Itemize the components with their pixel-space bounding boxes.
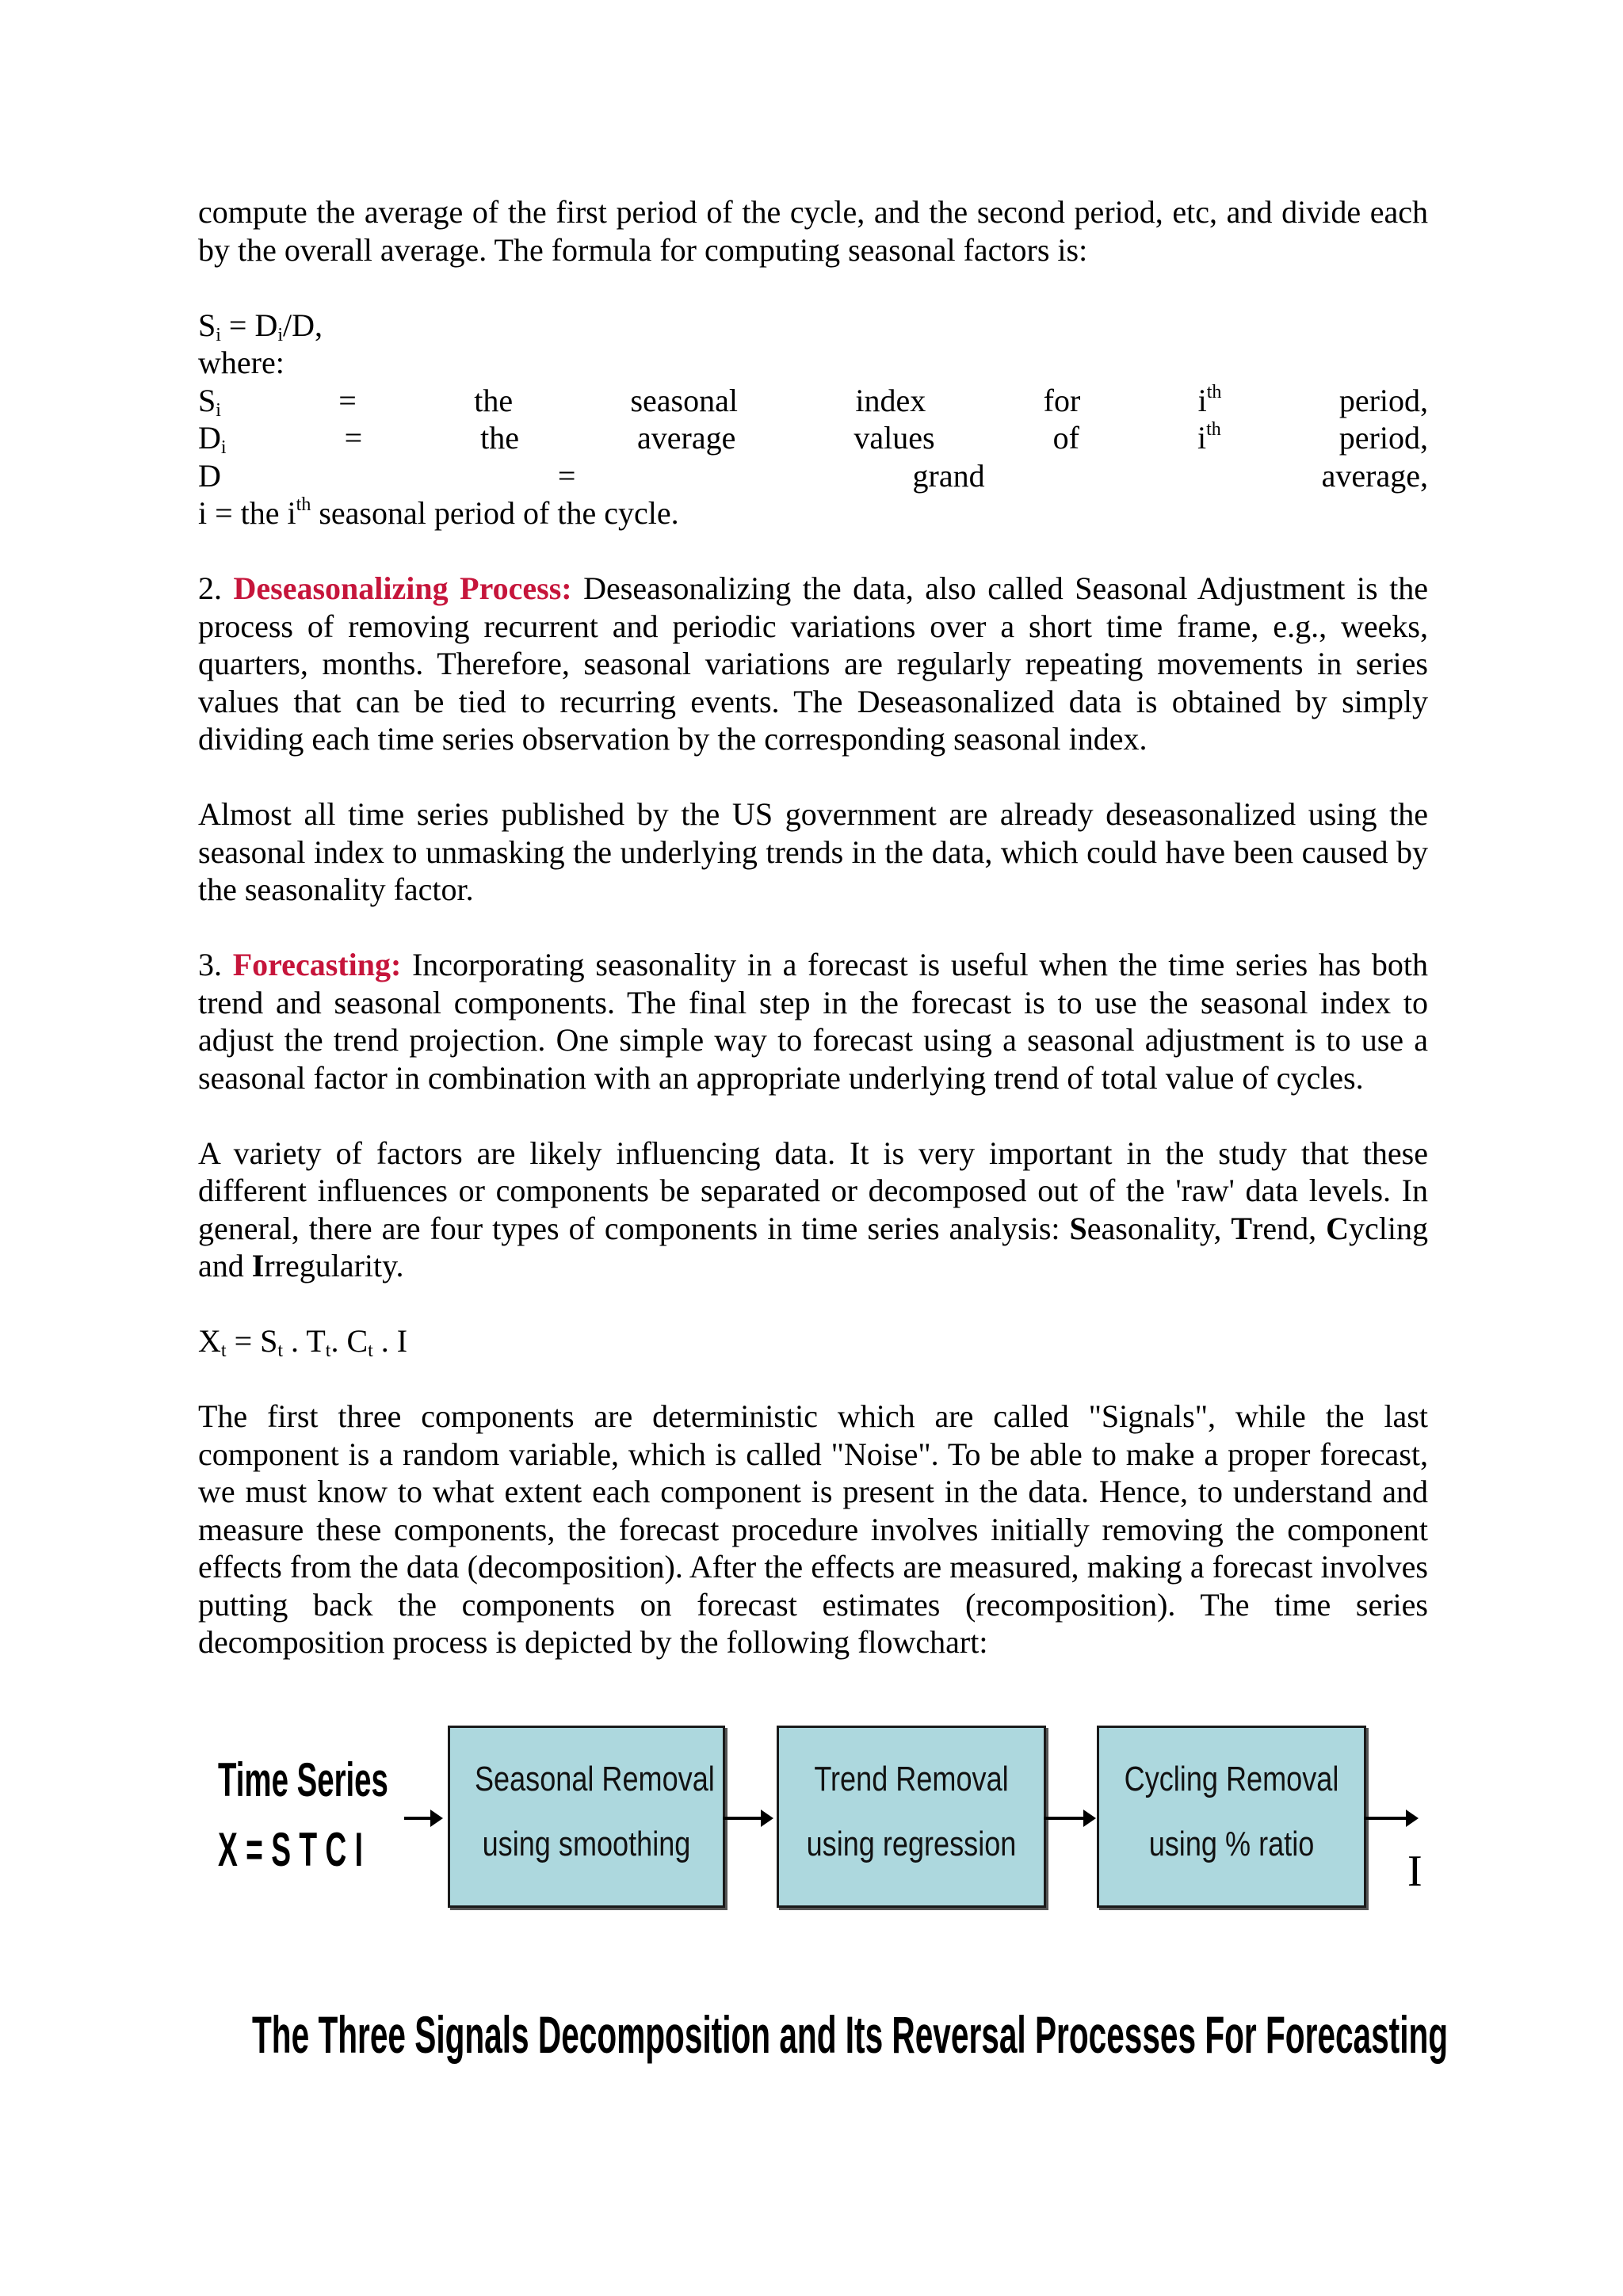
body-text bbox=[198, 193, 1428, 1661]
trend-removal-line2: using regression bbox=[806, 1825, 1017, 1863]
section-forecasting: 3. Forecasting: Incorporating seasonality in a forecast is useful when the time series has both trend and seasonal components. The final step in the forecast is to use the seasonal index to adjust the trend projection. One simple way to forecast using a seasonal adjustment is to use a seasonal factor in combination with an appropriate underlying trend of total value of cycles. bbox=[198, 947, 1429, 1096]
cycling-removal-box bbox=[1097, 1726, 1366, 1908]
arrow-to-trend bbox=[723, 1817, 770, 1820]
cycling-removal-line2: using % ratio bbox=[1148, 1825, 1315, 1863]
decomposition-formula: $X_t = S_t$ . $T_t$. $C_t$ . I bbox=[198, 1323, 408, 1361]
cycling-removal-line1: Cycling Removal bbox=[1124, 1760, 1339, 1798]
paragraph-us-government: Almost all time series published by the US government are already deseasonalized using the seasonal index to unmasking the underlying trends in the data, which could have been caused by the seasonality factor. bbox=[198, 796, 1428, 907]
seasonal-removal-line2: using smoothing bbox=[482, 1825, 691, 1863]
seasonal-removal-box bbox=[448, 1726, 725, 1908]
where-label: where: bbox=[198, 345, 285, 380]
trend-removal-box bbox=[777, 1726, 1046, 1908]
flowchart-output: I bbox=[1407, 1847, 1423, 1896]
definition-i: i = the $i^{th}$ seasonal period of the cycle. bbox=[198, 494, 679, 531]
heading-forecasting: Forecasting: bbox=[232, 947, 402, 982]
paragraph-components: A variety of factors are likely influencing data. It is very important in the study that these different influences or components be separated or decomposed out of the 'raw' data levels. In general, there are four types of components in time series analysis: Seasonality, Trend, Cycling and Irregularity. bbox=[198, 1135, 1429, 1283]
flowchart-input-title: Time Series bbox=[218, 1753, 388, 1806]
section-deseasonalizing: 2. Deseasonalizing Process: Deseasonalizing the data, also called Seasonal Adjustment is the process of removing recurrent and periodic variations over a short time frame, e.g., weeks, quarters, months. Therefore, seasonal variations are regularly repeating movements in series values that can be tied to recurring events. The Deseasonalized data is obtained by simply dividing each time series observation by the corresponding seasonal index. bbox=[198, 570, 1428, 757]
heading-deseasonalizing: Deseasonalizing Process: bbox=[233, 570, 572, 606]
arrow-to-output bbox=[1364, 1817, 1415, 1820]
trend-removal-line1: Trend Removal bbox=[814, 1760, 1009, 1798]
intro-paragraph: compute the average of the first period of the cycle, and the second period, etc, and divide each by the overall average. The formula for computing seasonal factors is: bbox=[198, 194, 1428, 268]
arrow-to-seasonal bbox=[404, 1817, 440, 1820]
arrow-to-cycling bbox=[1044, 1817, 1093, 1820]
definition-s: $S_i$ = the seasonal index for $i^{th}$ period, bbox=[198, 381, 1428, 421]
flowchart-input-formula: X = S T C I bbox=[218, 1823, 363, 1876]
definition-grand: D = grand average, bbox=[198, 457, 1428, 494]
paragraph-signals-noise: The first three components are deterministic which are called "Signals", while the last component is a random variable, which is called "Noise". To be able to make a proper forecast, we must know to what extent each component is present in the data. Hence, to understand and measure these components, the forecast procedure involves initially removing the component effects from the data (decomposition). After the effects are measured, making a forecast involves putting back the components on forecast estimates (recomposition). The time series decomposition process is depicted by the following flowchart: bbox=[198, 1398, 1428, 1660]
definition-d: $D_i$ = the average values of $i^{th}$ period, bbox=[198, 419, 1428, 458]
seasonal-factor-formula: $S_i = D_i/D$, bbox=[198, 307, 323, 345]
seasonal-removal-line1: Seasonal Removal bbox=[474, 1760, 715, 1798]
flowchart-caption: The Three Signals Decomposition and Its Reversal Processes For Forecasting bbox=[252, 2005, 1449, 2064]
